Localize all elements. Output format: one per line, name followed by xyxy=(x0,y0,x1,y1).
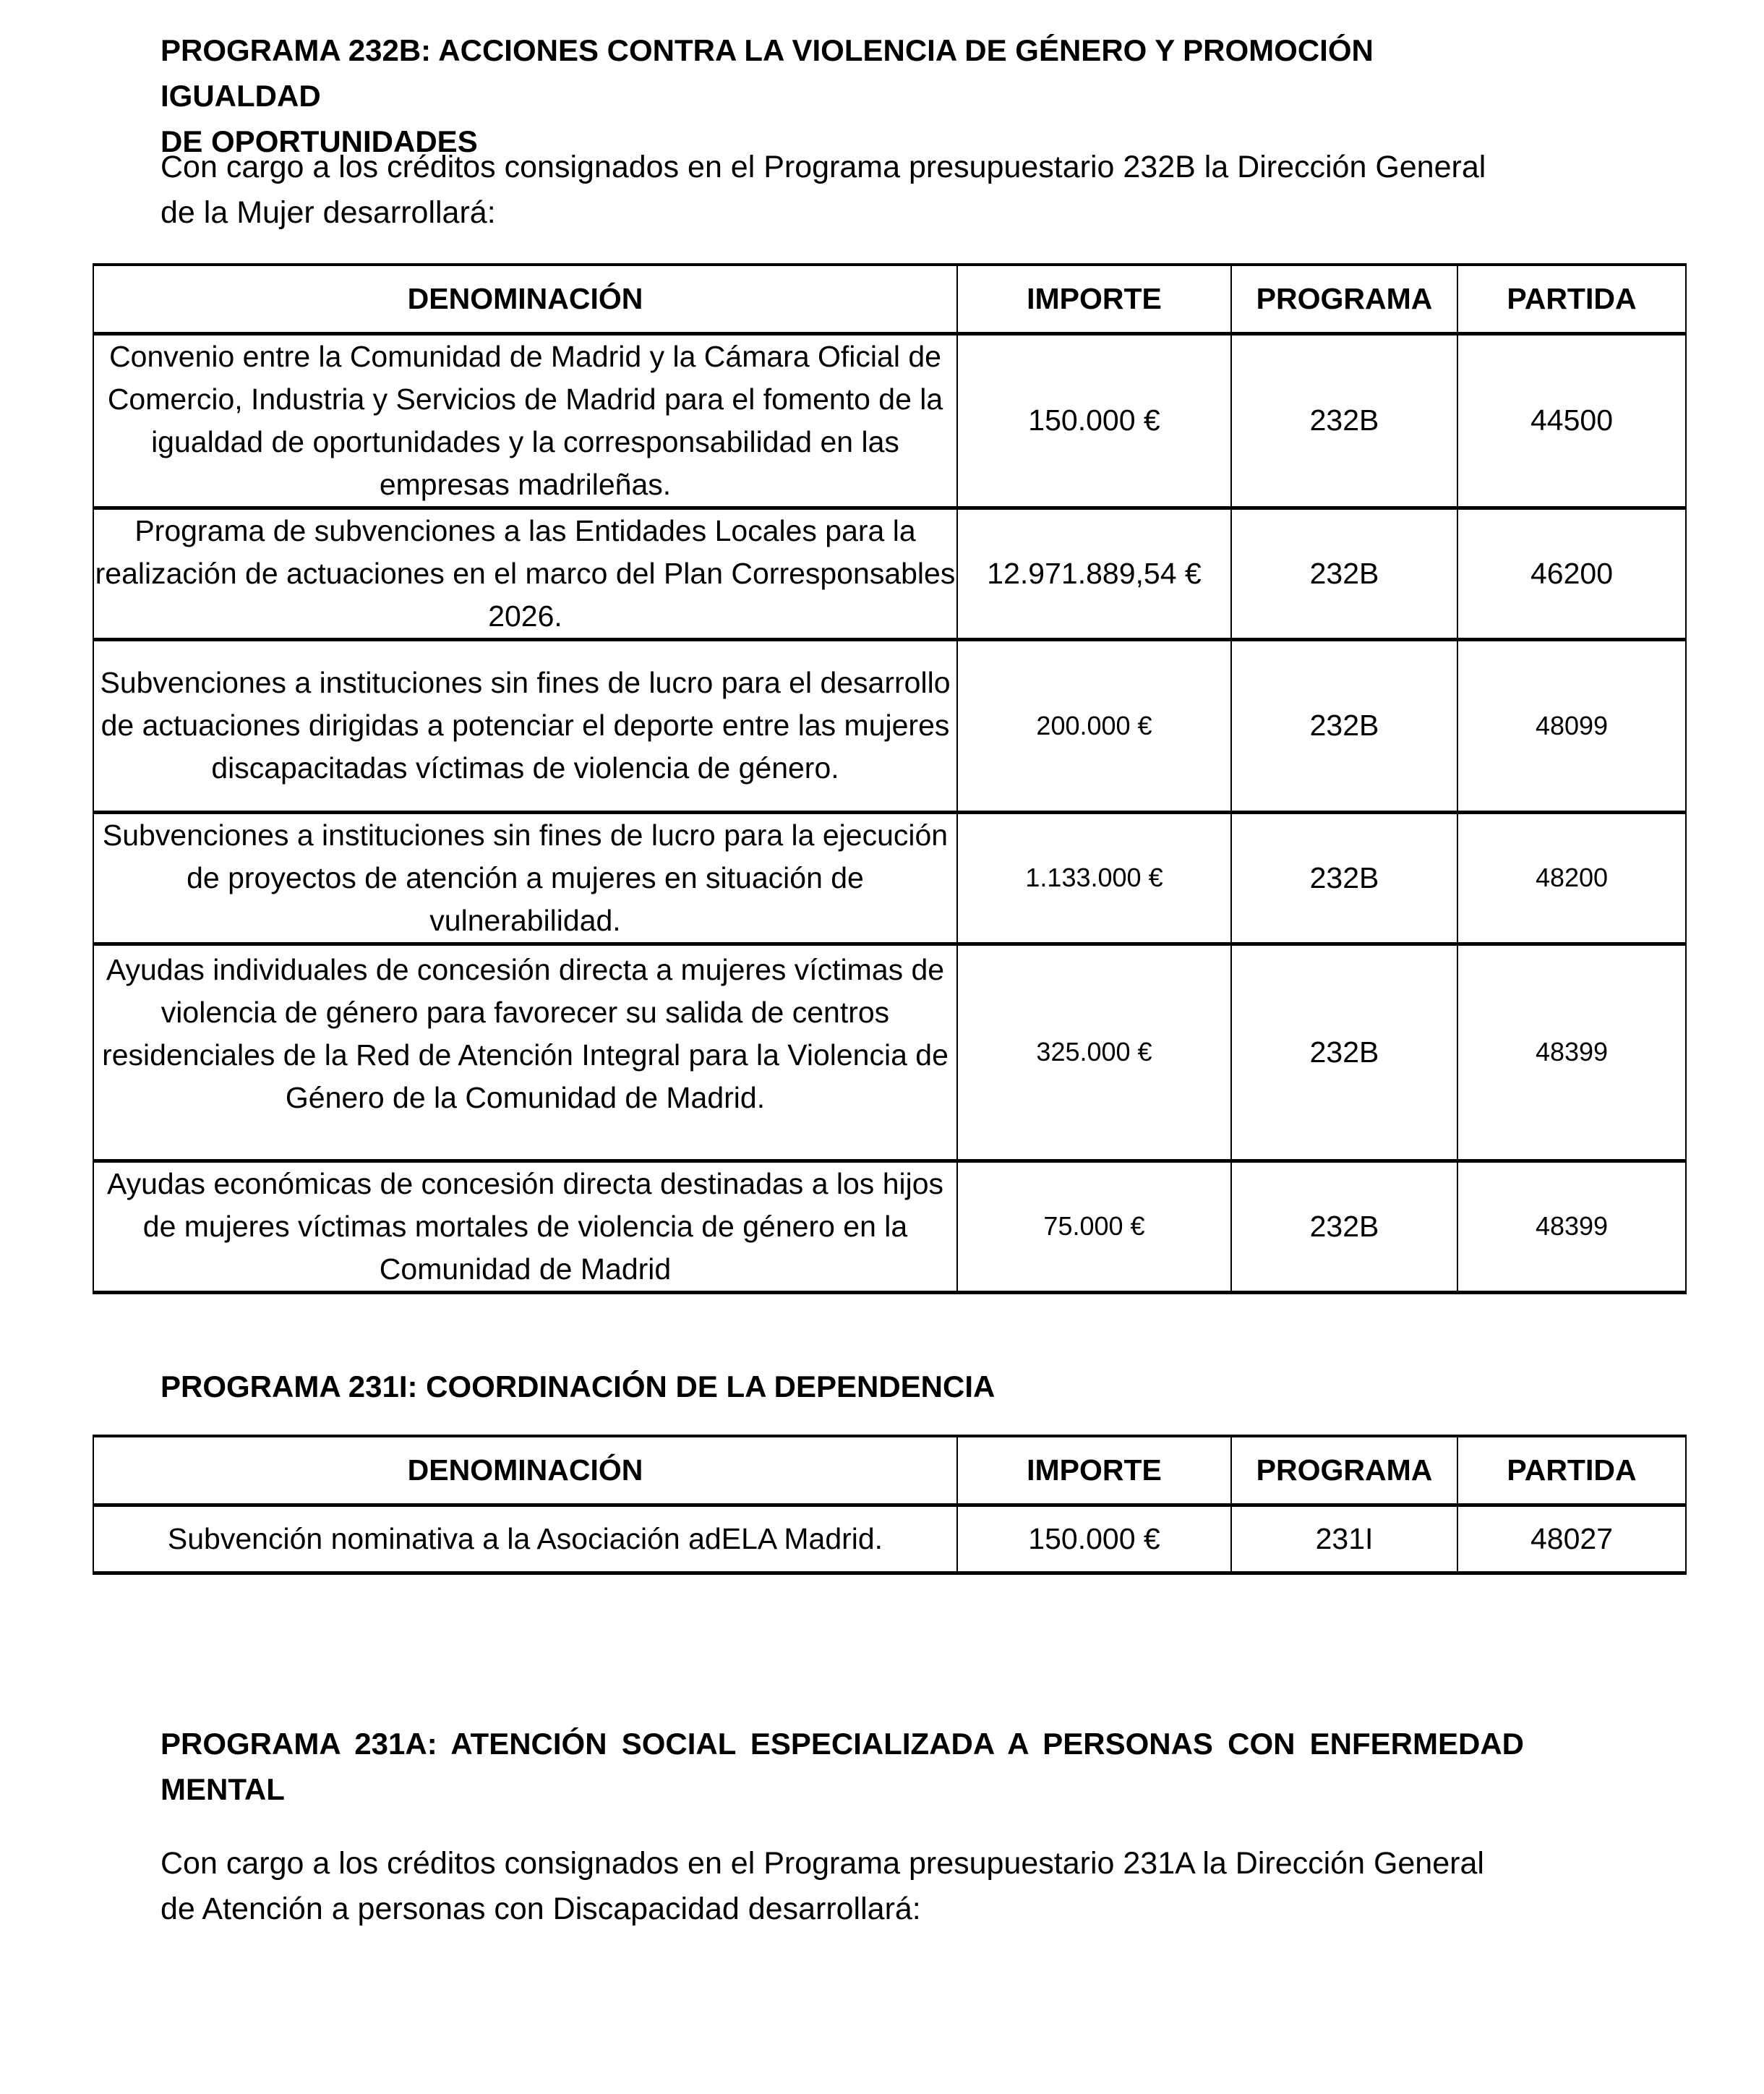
intro-231a-line1: Con cargo a los créditos consignados en el Programa presupuestario 231A la Dirección General xyxy=(160,1846,1484,1881)
cell-programa: 232B xyxy=(1231,508,1457,639)
table-row xyxy=(93,812,1686,944)
cell-importe: 325.000 € xyxy=(957,944,1231,1161)
cell-importe: 200.000 € xyxy=(957,639,1231,812)
cell-importe: 150.000 € xyxy=(957,333,1231,508)
intro-paragraph-231a xyxy=(160,1841,1549,1932)
budget-table-231i xyxy=(93,1435,1687,1575)
table-row xyxy=(93,1161,1686,1292)
cell-programa: 232B xyxy=(1231,944,1457,1161)
intro-231a-line2: de Atención a personas con Discapacidad desarrollará: xyxy=(160,1892,921,1926)
cell-denominacion: Subvenciones a instituciones sin fines de lucro para el desarrollo de actuaciones dirigidas a potenciar el deporte entre las mujeres discapacitadas víctimas de violencia de género. xyxy=(93,639,957,812)
header-denominacion: DENOMINACIÓN xyxy=(93,1436,957,1505)
cell-importe: 75.000 € xyxy=(957,1161,1231,1292)
header-programa: PROGRAMA xyxy=(1231,1436,1457,1505)
budget-table-232b xyxy=(93,263,1687,1294)
header-importe: IMPORTE xyxy=(957,265,1231,333)
table-row xyxy=(93,333,1686,508)
cell-denominacion: Programa de subvenciones a las Entidades Locales para la realización de actuaciones en el marco del Plan Corresponsables 2026. xyxy=(93,508,957,639)
cell-denominacion: Subvención nominativa a la Asociación adELA Madrid. xyxy=(93,1505,957,1573)
header-denominacion: DENOMINACIÓN xyxy=(93,265,957,333)
intro-232b-line1: Con cargo a los créditos consignados en el Programa presupuestario 232B la Dirección General xyxy=(160,150,1486,184)
intro-paragraph-232b xyxy=(160,145,1549,236)
section-title-232b-line1: PROGRAMA 232B: ACCIONES CONTRA LA VIOLENCIA DE GÉNERO Y PROMOCIÓN IGUALDAD xyxy=(160,33,1374,113)
cell-importe: 150.000 € xyxy=(957,1505,1231,1573)
cell-denominacion: Subvenciones a instituciones sin fines de lucro para la ejecución de proyectos de atención a mujeres en situación de vulnerabilidad. xyxy=(93,812,957,944)
section-title-232b xyxy=(160,27,1534,164)
section-title-231a xyxy=(160,1721,1524,1812)
table-row xyxy=(93,639,1686,812)
cell-programa: 232B xyxy=(1231,333,1457,508)
section-title-231a-line2: MENTAL xyxy=(160,1772,285,1806)
table-header-row xyxy=(93,265,1686,333)
cell-denominacion: Convenio entre la Comunidad de Madrid y la Cámara Oficial de Comercio, Industria y Servicios de Madrid para el fomento de la igualdad de oportunidades y la corresponsabilidad en las empresas madrileñas. xyxy=(93,333,957,508)
header-importe: IMPORTE xyxy=(957,1436,1231,1505)
cell-partida: 48399 xyxy=(1457,1161,1686,1292)
cell-partida: 48099 xyxy=(1457,639,1686,812)
section-title-232b-line2: DE OPORTUNIDADES xyxy=(160,124,478,158)
cell-partida: 48027 xyxy=(1457,1505,1686,1573)
cell-programa: 232B xyxy=(1231,639,1457,812)
table-row xyxy=(93,944,1686,1161)
cell-denominacion: Ayudas económicas de concesión directa destinadas a los hijos de mujeres víctimas mortales de violencia de género en la Comunidad de Madrid xyxy=(93,1161,957,1292)
table-header-row xyxy=(93,1436,1686,1505)
cell-partida: 48200 xyxy=(1457,812,1686,944)
section-title-231a-line1: PROGRAMA 231A: ATENCIÓN SOCIAL ESPECIALIZADA A PERSONAS CON ENFERMEDAD xyxy=(160,1727,1524,1761)
cell-partida: 48399 xyxy=(1457,944,1686,1161)
header-partida: PARTIDA xyxy=(1457,265,1686,333)
cell-partida: 44500 xyxy=(1457,333,1686,508)
cell-denominacion: Ayudas individuales de concesión directa a mujeres víctimas de violencia de género para favorecer su salida de centros residenciales de la Red de Atención Integral para la Violencia de Género de la Comunidad de Madrid. xyxy=(93,944,957,1161)
cell-importe: 12.971.889,54 € xyxy=(957,508,1231,639)
table-row xyxy=(93,508,1686,639)
cell-programa: 232B xyxy=(1231,1161,1457,1292)
section-title-231i xyxy=(160,1364,1534,1409)
header-partida: PARTIDA xyxy=(1457,1436,1686,1505)
header-programa: PROGRAMA xyxy=(1231,265,1457,333)
cell-programa: 231I xyxy=(1231,1505,1457,1573)
section-title-231i-line1: PROGRAMA 231I: COORDINACIÓN DE LA DEPENDENCIA xyxy=(160,1369,996,1403)
cell-programa: 232B xyxy=(1231,812,1457,944)
table-row xyxy=(93,1505,1686,1573)
cell-importe: 1.133.000 € xyxy=(957,812,1231,944)
intro-232b-line2: de la Mujer desarrollará: xyxy=(160,195,496,230)
cell-partida: 46200 xyxy=(1457,508,1686,639)
